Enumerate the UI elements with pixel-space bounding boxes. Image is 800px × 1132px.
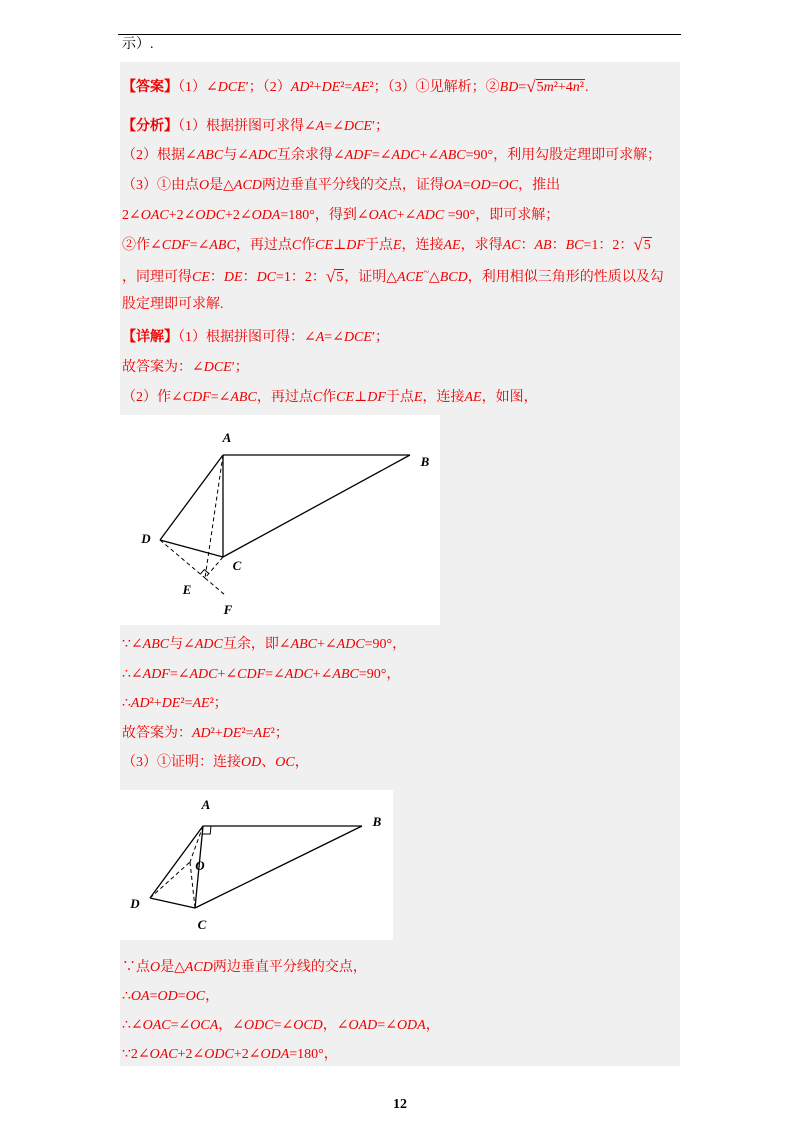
text-run: ，证明△ACE [344,270,424,285]
point-label-a: A [201,797,211,812]
text-run: ②作∠CDF=∠ABC，再过点C作CE⊥DF于点E，连接AE，求得AC：AB：BC=1：2： [122,238,634,253]
math-variable: DCE [343,119,372,134]
detail-line [122,1045,338,1065]
math-variable: ACE [397,270,424,285]
text-run: ∴∠ADF=∠ADC+∠CDF=∠ADC+∠ABC=90°， [122,667,401,682]
segment-bc [195,826,362,908]
point-label-a: A [222,430,232,445]
math-variable: OAC [142,1018,171,1033]
math-variable: ADC [248,148,277,163]
math-variable: DCE [203,360,232,375]
square-root-expression [326,267,344,288]
text-run: （3）①由点O是△ACD两边垂直平分线的交点，证得OA=OD=OC，推出 [122,178,561,193]
analysis-line [122,295,224,315]
math-variable: ABC [142,637,170,652]
analysis-line [122,206,559,226]
math-variable: CDF [237,667,266,682]
math-variable: AD [130,696,150,711]
math-variable: ADF [344,148,372,163]
math-variable: ADC [416,208,445,223]
similarity-symbol: ~ [423,267,429,278]
math-variable: OAD [348,1018,378,1033]
point-label-f: F [223,602,233,617]
text-run: （2）根据∠ABC与∠ADC互余求得∠ADF=∠ADC+∠ABC=90°，利用勾股定理即可求解； [122,148,662,163]
math-variable: DE [321,80,341,95]
detail-line [122,958,367,978]
math-variable: ODA [260,1047,290,1062]
math-variable: ABC [290,637,318,652]
detail-line [122,694,228,714]
segment-oc-dashed [190,862,195,908]
math-variable: E [413,390,423,405]
math-variable: ADC [284,667,313,682]
math-variable: AE [253,726,271,741]
math-variable: ADC [189,667,218,682]
segment-bc [223,455,410,557]
analysis-line [122,235,652,256]
math-variable: ODC [195,208,225,223]
segment-ef-dashed [205,578,225,595]
math-variable: DF [346,238,365,253]
text-run: 故答案为：AD²+DE²=AE²； [122,726,289,741]
math-variable: ADF [142,667,170,682]
text-run: （2）作∠CDF=∠ABC，再过点C作CE⊥DF于点E，连接AE，如图， [122,390,538,405]
math-variable: DE [223,270,243,285]
text-run: ∵2∠OAC+2∠ODC+2∠ODA=180°， [122,1047,338,1062]
section-tag: 【答案】 [122,80,178,95]
math-variable: ODA [251,208,281,223]
math-variable: A [315,330,325,345]
point-label-e: E [182,582,192,597]
math-variable: ABC [332,667,359,682]
math-variable: O [199,178,210,193]
segment-dc [160,540,223,557]
math-variable: CE [315,238,334,253]
previous-page-fragment: 示）. [122,37,154,52]
detail-line [122,358,249,378]
detail-line [122,753,309,773]
text-run: （1）根据拼图可得：∠A=∠DCE′； [178,330,389,345]
text-run: △BCD，利用相似三角形的性质以及勾 [428,270,664,285]
text-run: ∴OA=OD=OC， [122,989,220,1004]
text-run: 股定理即可求解. [122,297,224,312]
radicand: 5m²+4n² [536,80,584,95]
math-variable: DE [222,726,242,741]
analysis-line [122,146,661,166]
math-variable: C [291,238,302,253]
detail-line [122,665,400,685]
analysis-line [122,267,664,289]
math-variable: OCD [293,1018,323,1033]
section-tag: 【分析】 [122,119,178,134]
figure-1 [120,415,440,625]
math-variable: OC [498,178,519,193]
math-variable: CE [336,390,355,405]
math-variable: OAC [140,208,169,223]
math-variable: DE [161,696,181,711]
math-variable: OC [275,755,295,770]
math-variable: DCE [217,80,246,95]
math-variable: OA [443,178,463,193]
math-variable: AB [534,238,552,253]
math-variable: CDF [161,238,190,253]
math-variable: BC [565,238,584,253]
math-variable: OAC [368,208,397,223]
math-variable: ADC [194,637,223,652]
math-variable: ACD [184,960,213,975]
math-variable: OD [470,178,491,193]
header-rule [118,34,681,35]
point-label-c: C [232,558,242,573]
text-run: （3）①证明：连接OD、OC， [122,755,309,770]
math-variable: ACD [233,178,262,193]
math-variable: A [315,119,325,134]
radicand: 5 [336,270,344,285]
radicand: 5 [643,238,651,253]
math-variable: AD [192,726,211,741]
analysis-line [122,117,389,137]
text-run: （1）根据拼图可求得∠A=∠DCE′； [178,119,389,134]
detail-line [122,635,406,655]
math-variable: CDF [182,390,211,405]
math-variable: BD [499,80,519,95]
text-run: ∵∠ABC与∠ADC互余，即∠ABC+∠ADC=90°， [122,637,407,652]
math-variable: ABC [209,238,236,253]
point-label-o: O [195,858,205,873]
math-variable: OC [185,989,206,1004]
math-variable: ABC [439,148,466,163]
point-label-c: C [197,917,207,932]
answer-line [122,77,588,98]
point-label-d: D [130,896,140,911]
point-label-d: D [141,531,151,546]
math-variable: OCA [190,1018,219,1033]
figure-2 [120,790,393,940]
square-root-expression [633,235,651,256]
math-variable: BCD [439,270,468,285]
math-variable: AE [464,390,482,405]
text-run: 故答案为：∠DCE′； [122,360,249,375]
math-variable: AC [502,238,521,253]
text-run: （1）∠DCE′；（2）AD²+DE²=AE²；（3）①见解析；②BD= [178,80,527,95]
math-variable: OA [130,989,150,1004]
text-run: ∴AD²+DE²=AE²； [122,696,228,711]
detail-line [122,724,289,744]
text-run: 2∠OAC+2∠ODC+2∠ODA=180°，得到∠OAC+∠ADC =90°，即可求解； [122,208,560,223]
math-variable: ODA [396,1018,426,1033]
square-root-expression [526,77,585,98]
analysis-line [122,176,560,196]
math-variable: AE [352,80,370,95]
text-run: . [584,80,589,95]
section-tag: 【详解】 [122,330,178,345]
segment-ad [160,455,223,540]
math-variable: O [150,960,161,975]
detail-line [122,328,389,348]
page-number: 12 [393,1097,407,1112]
text-run: ，同理可得CE：DE：DC=1：2： [122,270,326,285]
text-run: ∵点O是△ACD两边垂直平分线的交点， [122,960,367,975]
math-variable: AE [443,238,461,253]
math-variable: ABC [196,148,224,163]
detail-line [122,1016,440,1036]
math-variable: ADC [391,148,420,163]
math-variable: OAC [149,1047,178,1062]
point-label-b: B [372,814,382,829]
math-variable: DF [367,390,386,405]
math-variable: C [312,390,323,405]
math-variable: OD [157,989,178,1004]
math-variable: OD [241,755,262,770]
math-variable: ODC [244,1018,274,1033]
geometry-diagram-1 [120,415,440,625]
math-variable: AD [290,80,310,95]
math-variable: ABC [230,390,257,405]
detail-line [122,987,219,1007]
math-variable: DC [256,270,277,285]
math-variable: AE [192,696,210,711]
math-variable: m [543,80,554,95]
math-variable: ADC [336,637,365,652]
geometry-diagram-2 [120,790,393,940]
math-variable: ODC [204,1047,234,1062]
math-variable: DCE [343,330,372,345]
math-variable: E [392,238,402,253]
detail-line [122,388,538,408]
right-angle-mark [200,570,209,575]
math-variable: n [572,80,580,95]
segment-dc [150,898,195,908]
text-run: ∴∠OAC=∠OCA，∠ODC=∠OCD，∠OAD=∠ODA， [122,1018,440,1033]
point-label-b: B [420,454,430,469]
segment-do-dashed [150,862,190,898]
math-variable: CE [192,270,210,285]
